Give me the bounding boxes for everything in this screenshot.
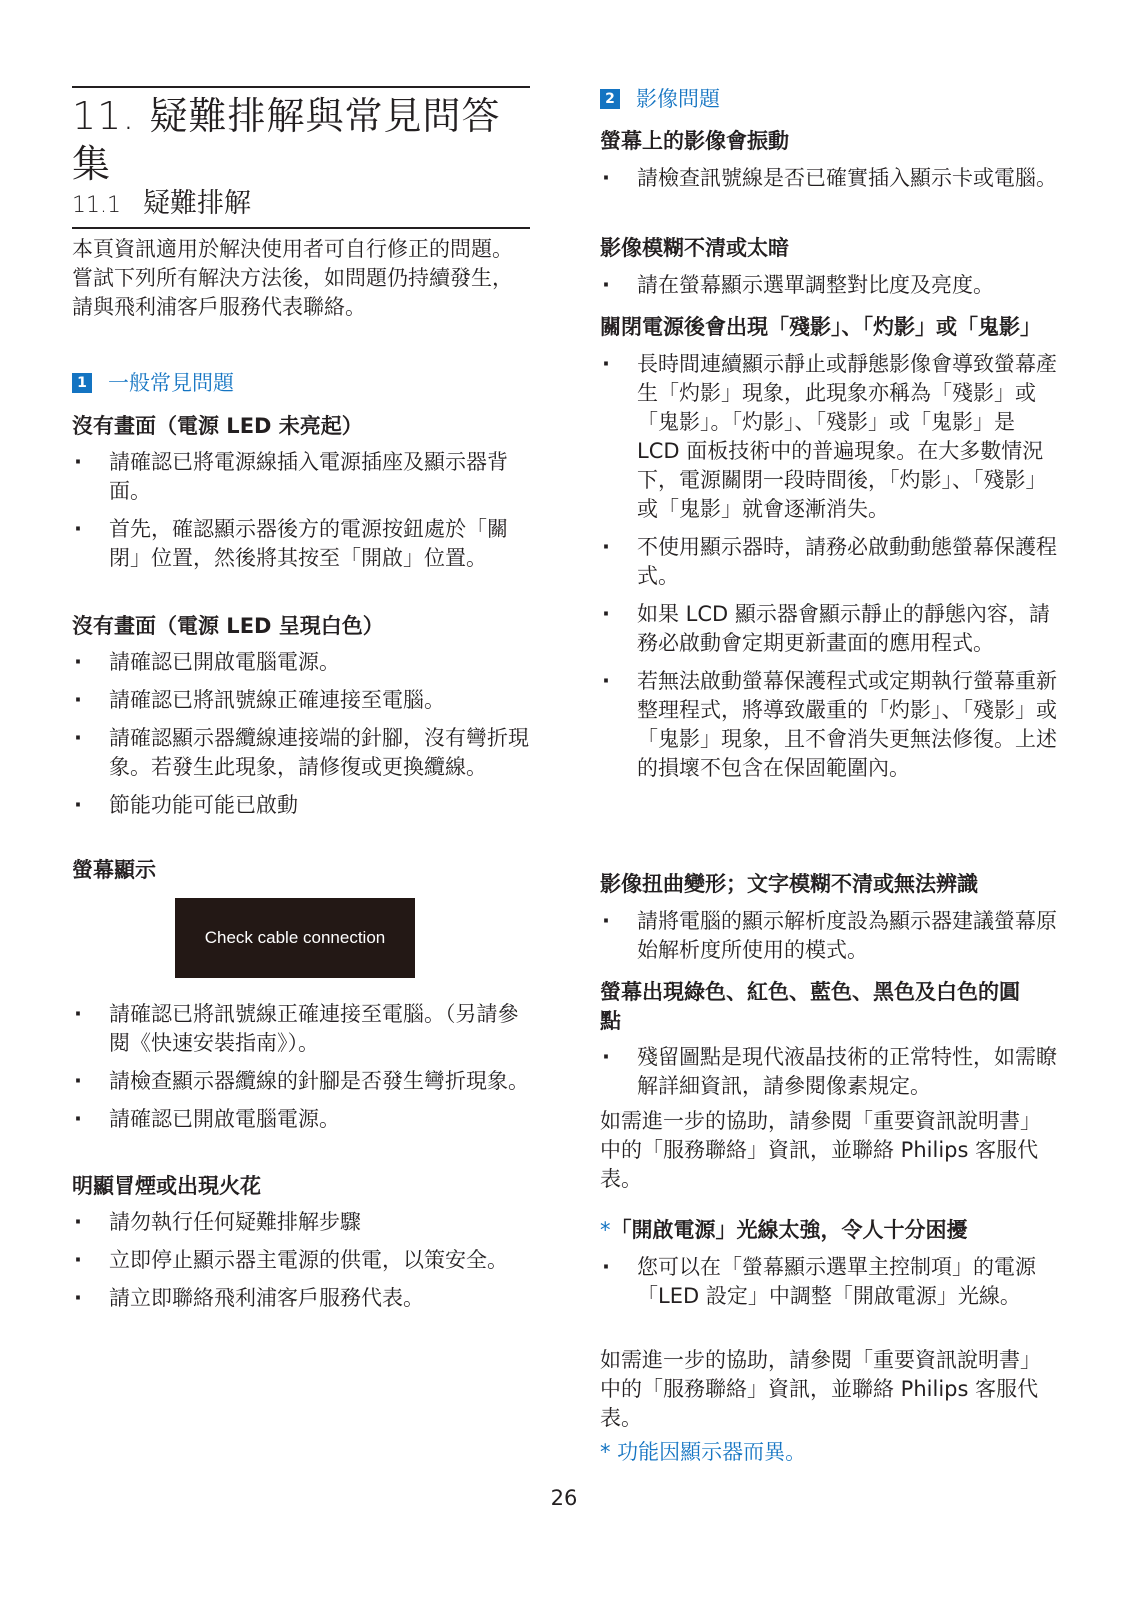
heading-screen-message: 螢幕顯示: [72, 858, 156, 882]
bullet-list: [600, 1253, 1062, 1320]
list-item: · 請確認已將訊號線正確連接至電腦。: [72, 686, 530, 715]
list-item: · 請確認已開啟電腦電源。: [72, 1105, 530, 1134]
chapter-title: [72, 86, 530, 188]
list-item: · 立即停止顯示器主電源的供電，以策安全。: [72, 1246, 530, 1275]
category-badge: 1: [72, 373, 92, 393]
footnote: * 功能因顯示器而異。: [600, 1440, 807, 1464]
bullet-list: [72, 448, 530, 582]
bullet-list: [72, 1000, 530, 1143]
category-title: 一般常見問題: [108, 371, 234, 395]
list-item: · 長時間連續顯示靜止或靜態影像會導致螢幕產生「灼影」現象，此現象亦稱為「殘影」或「鬼影」。「灼影」、「殘影」或「鬼影」是 LCD 面板技術中的普遍現象。在大多數情況下，電源關閉一段時間後，「灼影」、「殘影」或「鬼影」就會逐漸消失。: [600, 350, 1062, 524]
contact-paragraph: 如需進一步的協助，請參閱「重要資訊說明書」中的「服務聯絡」資訊，並聯絡 Philips 客服代表。: [600, 1348, 1039, 1430]
section-title-text: 疑難排解: [142, 188, 251, 219]
list-item: · 請勿執行任何疑難排解步驟: [72, 1208, 530, 1237]
bullet-list: [600, 1043, 1062, 1110]
list-item: · 請在螢幕顯示選單調整對比度及亮度。: [600, 271, 1062, 300]
list-item: · 不使用顯示器時，請務必啟動動態螢幕保護程式。: [600, 533, 1062, 591]
bullet-list: [600, 350, 1062, 792]
list-item: · 若無法啟動螢幕保護程式或定期執行螢幕重新整理程式，將導致嚴重的「灼影」、「殘影」或「鬼影」現象，且不會消失更無法修復。上述的損壞不包含在保固範圍內。: [600, 667, 1062, 783]
list-item: · 請確認已將電源線插入電源插座及顯示器背面。: [72, 448, 530, 506]
list-item: · 請確認顯示器纜線連接端的針腳，沒有彎折現象。若發生此現象，請修復或更換纜線。: [72, 724, 530, 782]
category-imaging: [600, 84, 720, 114]
list-item: · 請確認已開啟電腦電源。: [72, 648, 530, 677]
list-item: · 首先，確認顯示器後方的電源按鈕處於「關閉」位置，然後將其按至「開啟」位置。: [72, 515, 530, 573]
heading-text: 「開啟電源」光線太強，令人十分困擾: [610, 1218, 968, 1242]
bullet-list: [72, 648, 530, 829]
heading-image-distorted: 影像扭曲變形；文字模糊不清或無法辨識: [600, 872, 978, 896]
contact-paragraph: 如需進一步的協助，請參閱「重要資訊說明書」中的「服務聯絡」資訊，並聯絡 Philips 客服代表。: [600, 1109, 1039, 1191]
list-item: · 您可以在「螢幕顯示選單主控制項」的電源「LED 設定」中調整「開啟電源」光線。: [600, 1253, 1062, 1311]
footnote-star: *: [600, 1218, 611, 1242]
list-item: · 殘留圖點是現代液晶技術的正常特性，如需瞭解詳細資訊，請參閱像素規定。: [600, 1043, 1062, 1101]
bullet-list: [600, 164, 1062, 202]
heading-colored-dots: 螢幕出現綠色、紅色、藍色、黑色及白色的圓點: [600, 980, 1020, 1033]
heading-image-blurry: 影像模糊不清或太暗: [600, 236, 789, 260]
category-badge: 2: [600, 89, 620, 109]
list-item: · 如果 LCD 顯示器會顯示靜止的靜態內容，請務必啟動會定期更新畫面的應用程式。: [600, 600, 1062, 658]
category-title: 影像問題: [636, 87, 720, 111]
intro-paragraph: 本頁資訊適用於解決使用者可自行修正的問題。嘗試下列所有解決方法後，如問題仍持續發生，請與飛利浦客戶服務代表聯絡。: [72, 237, 513, 319]
chapter-number: 11.: [72, 94, 136, 138]
list-item: · 請檢查顯示器纜線的針腳是否發生彎折現象。: [72, 1067, 530, 1096]
bullet-list: [72, 1208, 530, 1322]
list-item: · 請將電腦的顯示解析度設為顯示器建議螢幕原始解析度所使用的模式。: [600, 907, 1062, 965]
heading-power-light-bright: [600, 1216, 968, 1245]
section-title: [72, 184, 530, 229]
list-item: · 請確認已將訊號線正確連接至電腦。（另請參閱《快速安裝指南》）。: [72, 1000, 530, 1058]
heading-smoke-sparks: 明顯冒煙或出現火花: [72, 1174, 261, 1198]
page-number: 26: [550, 1486, 578, 1510]
list-item: · 節能功能可能已啟動: [72, 791, 530, 820]
chapter-title-text: 疑難排解與常見問答集: [72, 94, 501, 186]
heading-image-vibrates: 螢幕上的影像會振動: [600, 129, 789, 153]
category-general: [72, 368, 234, 398]
bullet-list: [600, 907, 1062, 974]
section-number: 11.1: [72, 193, 121, 218]
list-item: · 請檢查訊號線是否已確實插入顯示卡或電腦。: [600, 164, 1062, 193]
heading-no-picture-led-off: 沒有畫面（電源 LED 未亮起）: [72, 414, 363, 438]
bullet-list: [600, 271, 1062, 309]
heading-no-picture-led-white: 沒有畫面（電源 LED 呈現白色）: [72, 614, 384, 638]
heading-image-sticking: 關閉電源後會出現「殘影」、「灼影」或「鬼影」: [600, 315, 1041, 339]
osd-message-box: Check cable connection: [175, 898, 415, 978]
list-item: · 請立即聯絡飛利浦客戶服務代表。: [72, 1284, 530, 1313]
